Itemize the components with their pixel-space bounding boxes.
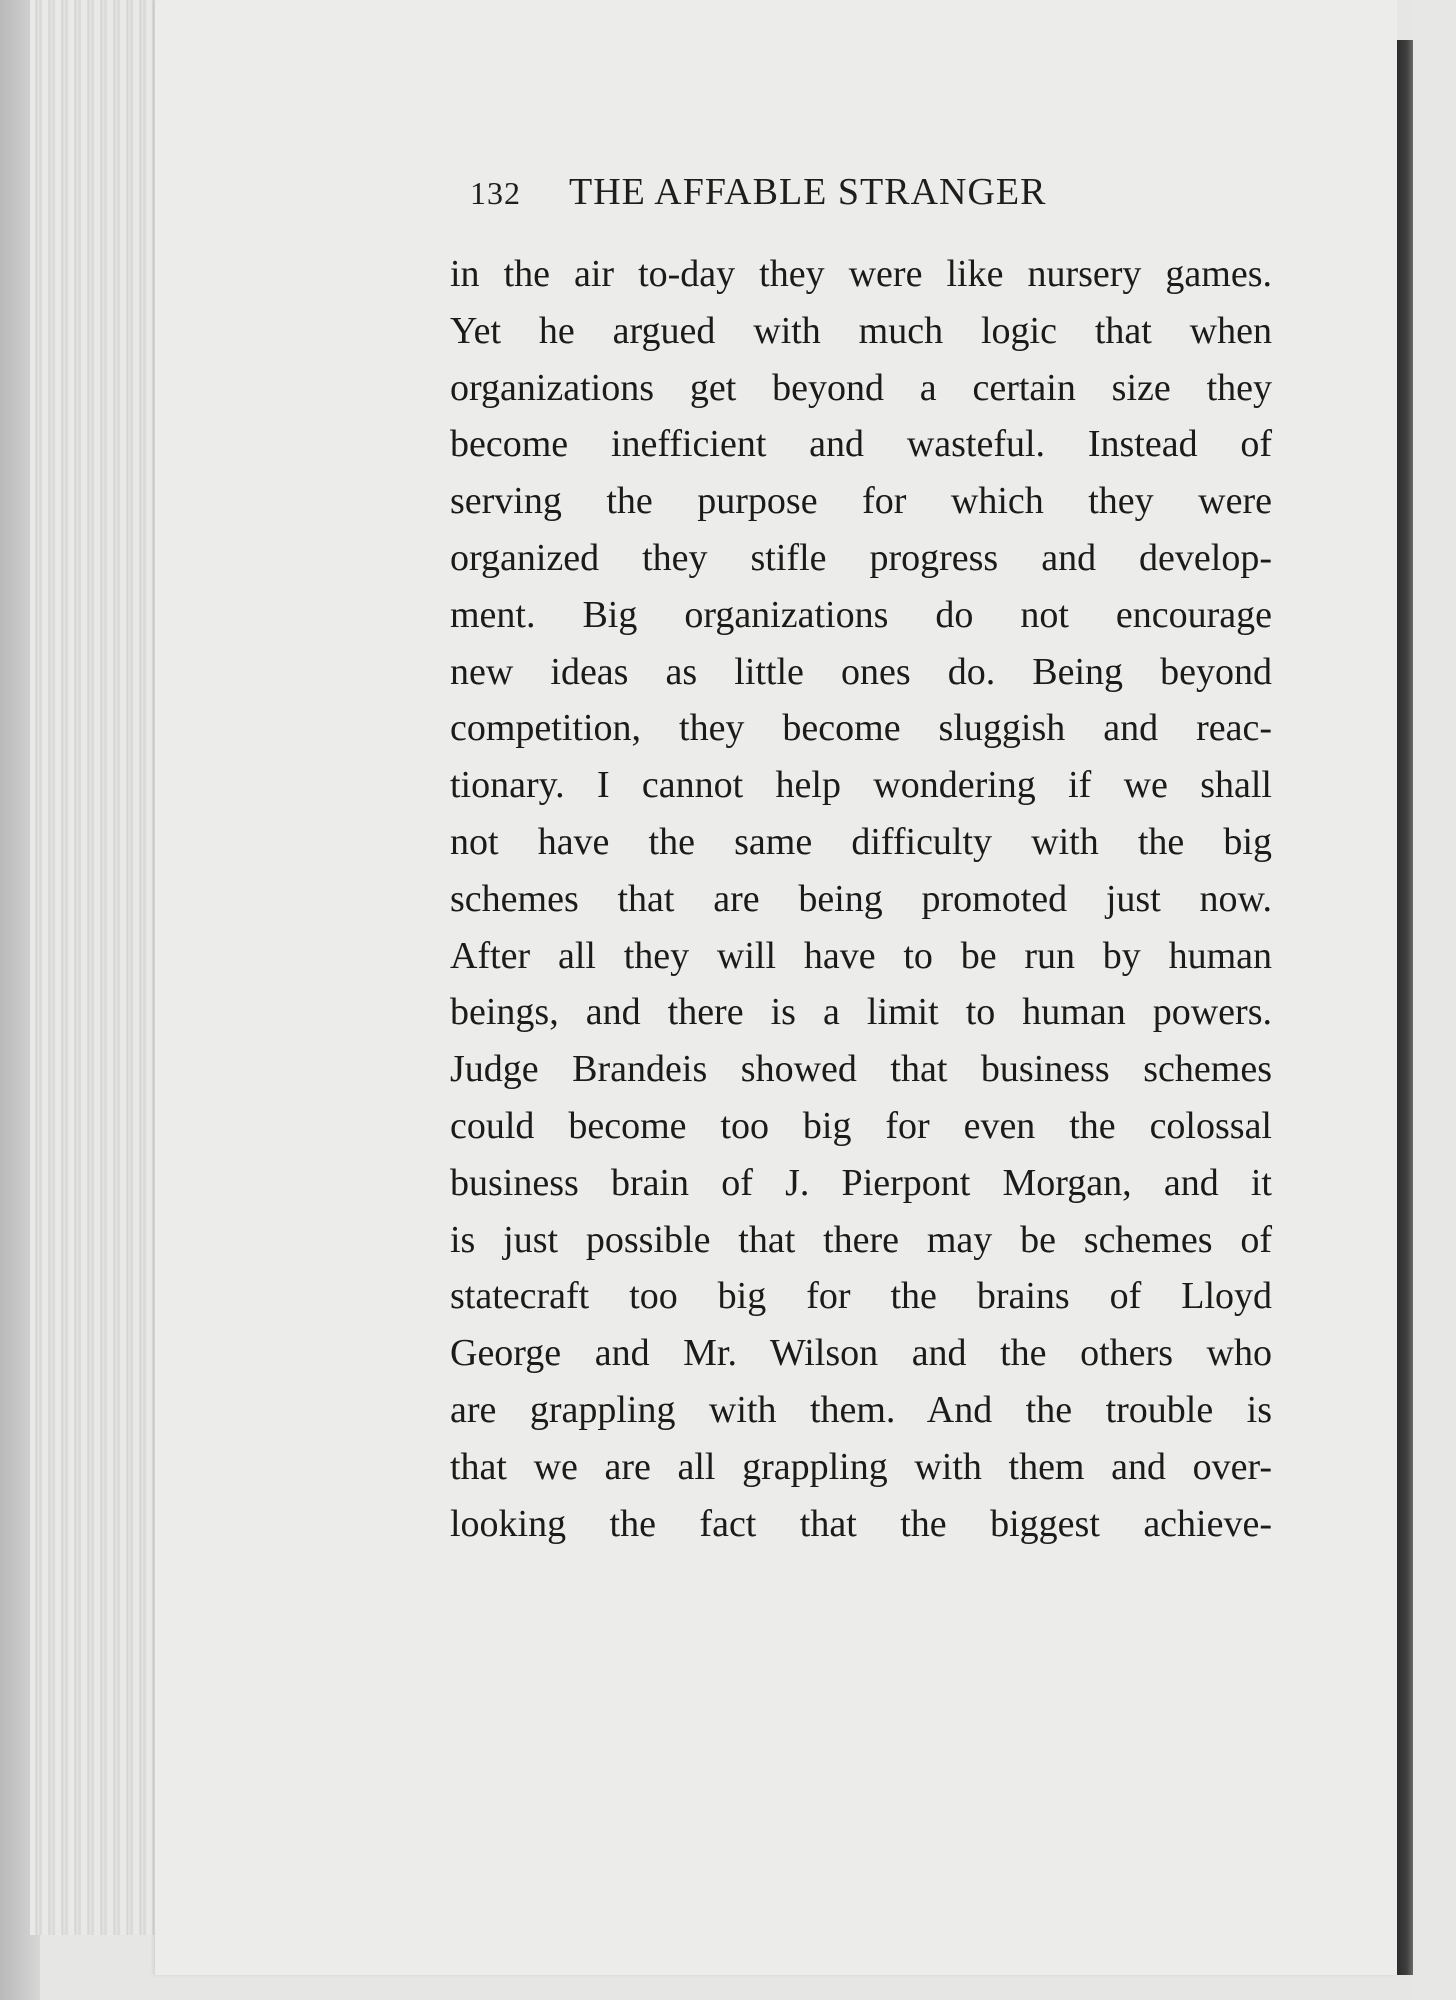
text-line: beings, and there is a limit to human powers. (450, 991, 1272, 1034)
text-line: ment. Big organizations do not encourage (450, 593, 1272, 636)
text-line: Yet he argued with much logic that when (450, 309, 1272, 352)
page-number: 132 (470, 175, 521, 211)
body-text (450, 246, 1272, 1552)
book-binding-gutter (1397, 40, 1413, 1975)
text-line: statecraft too big for the brains of Lloyd (450, 1275, 1272, 1318)
text-line: is just possible that there may be schemes of (450, 1218, 1272, 1261)
text-line: that we are all grappling with them and over- (450, 1445, 1272, 1488)
running-title: THE AFFABLE STRANGER (569, 171, 1047, 213)
facing-page-edge (1413, 0, 1456, 2000)
stacked-page-edges (30, 0, 170, 1935)
text-line: After all they will have to be run by human (450, 934, 1272, 977)
text-line: looking the fact that the biggest achieve- (450, 1502, 1272, 1545)
text-line: schemes that are being promoted just now. (450, 877, 1272, 920)
text-line: serving the purpose for which they were (450, 480, 1272, 523)
text-line: could become too big for even the colossal (450, 1104, 1272, 1147)
text-line: competition, they become sluggish and reac- (450, 707, 1272, 750)
text-line: in the air to-day they were like nursery games. (450, 253, 1272, 295)
text-line: organizations get beyond a certain size they (450, 366, 1272, 409)
text-line: become inefficient and wasteful. Instead of (450, 423, 1272, 466)
text-line: organized they stifle progress and develop- (450, 536, 1272, 579)
text-line: are grappling with them. And the trouble is (450, 1388, 1272, 1431)
running-head (470, 170, 1270, 230)
text-line: business brain of J. Pierpont Morgan, and it (450, 1161, 1272, 1204)
text-line: not have the same difficulty with the big (450, 820, 1272, 863)
text-line: new ideas as little ones do. Being beyond (450, 650, 1272, 693)
text-line: Judge Brandeis showed that business schemes (450, 1048, 1272, 1091)
text-line: tionary. I cannot help wondering if we shall (450, 764, 1272, 807)
text-line: George and Mr. Wilson and the others who (450, 1332, 1272, 1375)
